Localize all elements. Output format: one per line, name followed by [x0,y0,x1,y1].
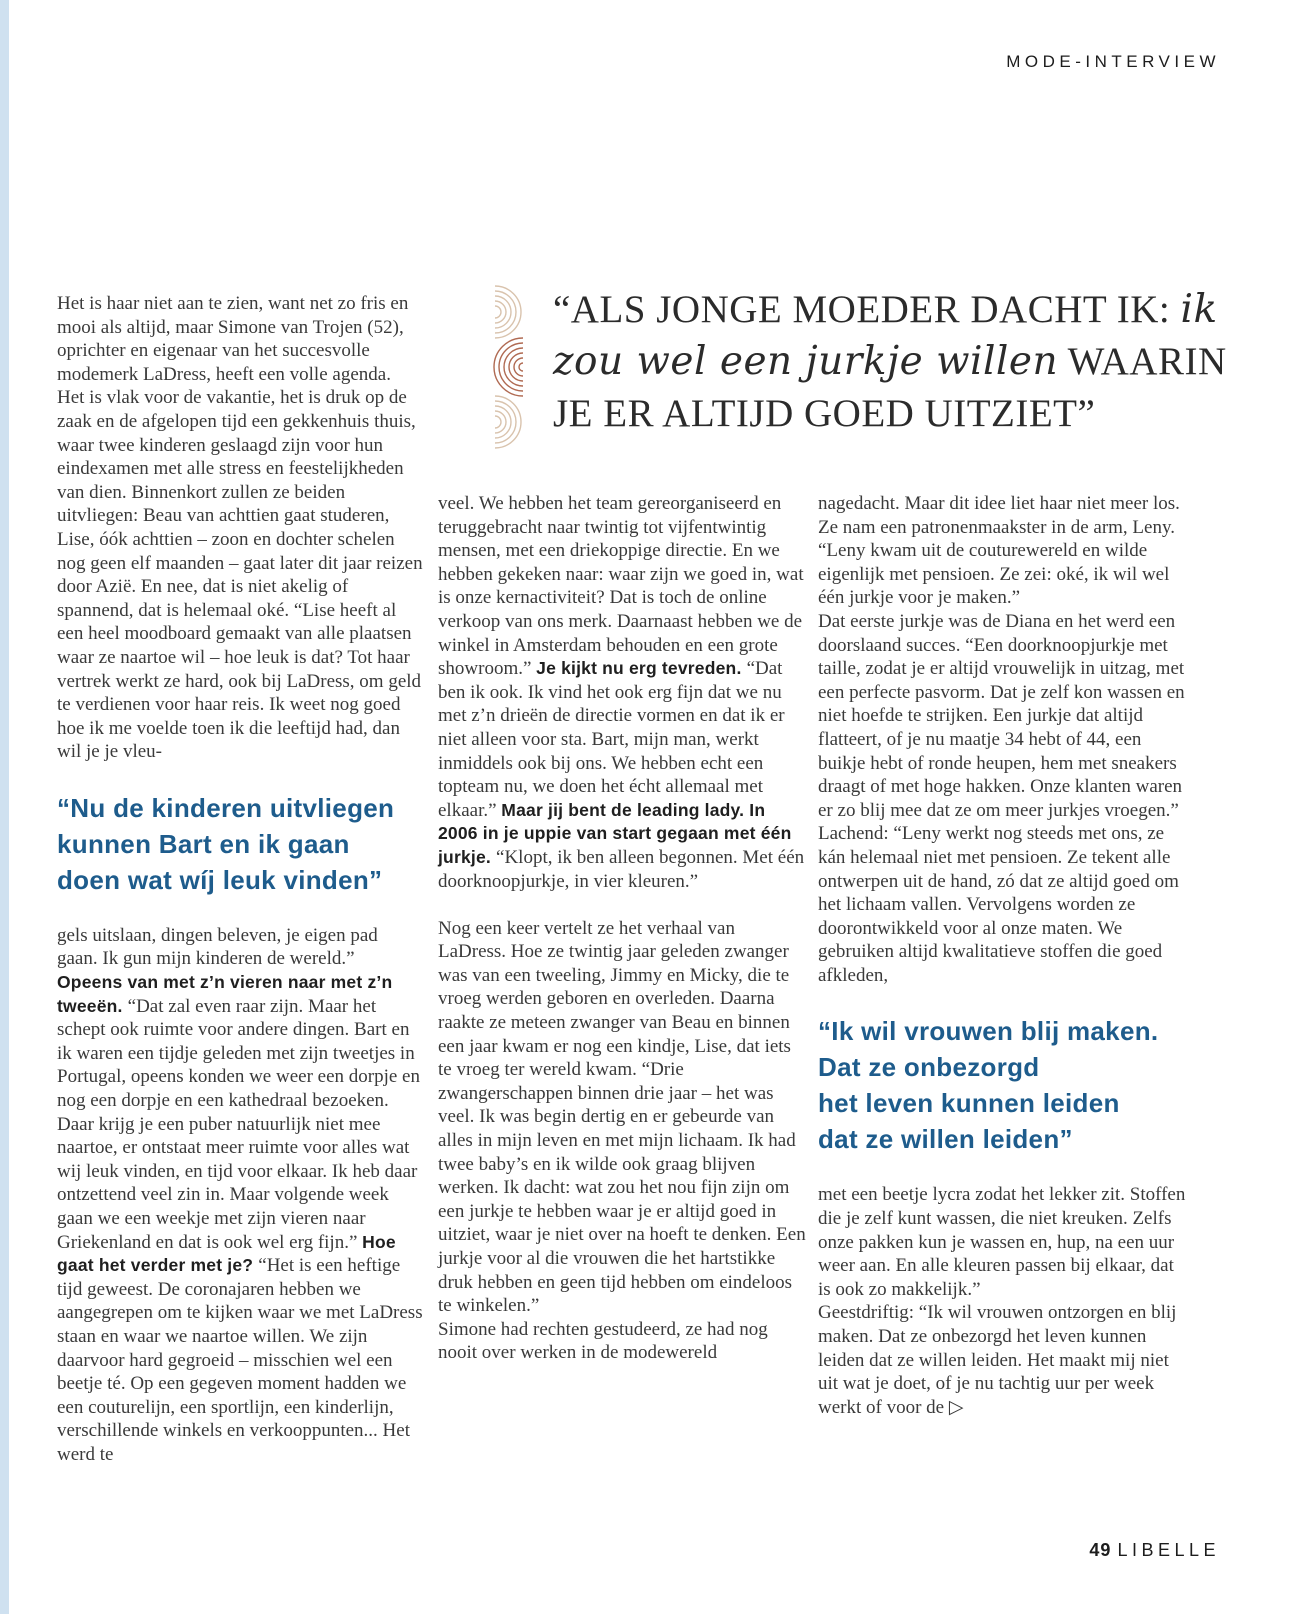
display-quote-line: JE ER ALTIJD GOED UITZIET” [553,392,1096,435]
article-column-right [818,492,1190,1419]
body-text: “Het is een heftige tijd geweest. De coronajaren hebben we aangegrepen om te kijken waar we met LaDress staan en waar we naartoe willen. We zijn daarvoor hard gegroeid – misschien wel een beetje té. Op een gegeven moment hadden we een couturelijn, een sportlijn, een kinderlijn, verschillende winkels en verkooppunten... Het werd te [57,1255,423,1465]
body-text: Simone had rechten gestudeerd, ze had nog nooit over werken in de modewereld [438,1318,768,1364]
blue-pull-quote [818,1013,1190,1157]
body-paragraph [818,610,1190,822]
body-text: Nog een keer vertelt ze het verhaal van LaDress. Hoe ze twintig jaar geleden zwanger was van een tweeling, Jimmy en Micky, die te vroeg werden geboren en overleden. Daarna raakte ze meteen zwanger van Beau en binnen een jaar kwam er nog een kindje, Lise, dat iets te vroeg ter wereld kwam. “Drie zwangerschappen binnen drie jaar – het was veel. Ik was begin dertig en er gebeurde van alles in mijn leven en met mijn lichaam. Ik had twee baby’s en ik wilde ook graag blijven werken. Ik dacht: wat zou het nou fijn zijn om een jurkje te hebben waar je er altijd goed in uitziet, waar je niet over na hoeft te denken. Een jurkje voor al die vrouwen die het hartstikke druk hebben en geen tijd hebben om eindeloos te winkelen.” [438,917,806,1317]
body-paragraph [438,1318,806,1365]
display-quote-text [553,276,1227,440]
body-text: ▷ [948,1396,964,1418]
body-paragraph [57,924,423,1467]
body-paragraph [818,492,1190,610]
display-quote-line: zou wel een jurkje willen WAARIN [553,339,1227,384]
pull-quote-line: “Ik wil vrouwen blij maken. [818,1016,1159,1047]
page-edge-strip [0,0,9,1614]
body-text: met een beetje lycra zodat het lekker zit. Stoffen die je zelf kunt wassen, die niet kreuken. Zelfs onze pakken kun je wassen en, hup, na een uur weer aan. En alle kleuren passen bij elkaar, dat is ook zo makkelijk.” [818,1184,1186,1300]
page-footer [1089,1540,1220,1561]
body-text: Het is haar niet aan te zien, want net zo fris en mooi als altijd, maar Simone van Trojen (52), oprichter en eigenaar van het succesvolle modemerk LaDress, heeft een volle agenda. Het is vlak voor de vakantie, het is druk op de zaak en de afgelopen tijd een gekkenhuis thuis, waar twee kinderen geslaagd zijn voor hun eindexamen met alle stress en feestelijkheden van dien. Binnenkort zullen ze beiden uitvliegen: Beau van achttien gaat studeren, Lise, óók achttien – zoon en dochter schelen nog geen elf maanden – gaat later dit jaar reizen door Azië. En nee, dat is niet akelig of spannend, dat is helemaal oké. “Lise heeft al een heel moodboard gemaakt van alle plaatsen waar ze naartoe wil – hoe leuk is dat? Tot haar vertrek werkt ze hard, ook bij LaDress, om geld te verdienen voor haar reis. Ik weet nog goed hoe ik me voelde toen ik die leeftijd had, dan wil je je vleu- [57,293,423,763]
paragraph-gap [438,893,806,917]
body-paragraph [818,822,1190,987]
body-paragraph [818,1183,1190,1301]
magazine-name: LIBELLE [1117,1540,1220,1560]
body-paragraph [438,492,806,893]
body-text: gels uitslaan, dingen beleven, je eigen pad gaan. Ik gun mijn kinderen de wereld.” [57,924,378,970]
pull-quote-line: “Nu de kinderen uitvliegen [57,792,395,823]
page-number: 49 [1089,1540,1112,1560]
body-text: Lachend: “Leny werkt nog steeds met ons, ze kán helemaal niet met pensioen. Ze tekent alle ontwerpen uit de hand, zó dat ze altijd goed om het lichaam vallen. Vervolgens worden ze doorontwikkeld voor al onze maten. We gebruiken altijd kwalitatieve stoffen die goed afkleden, [818,823,1179,986]
body-paragraph [57,292,423,764]
interview-question: Opeens van met z’n vieren naar met z’n tweeën. [57,972,393,1016]
pull-quote-line: dat ze willen leiden” [818,1124,1073,1155]
interview-question: Maar jij bent de leading lady. In 2006 in je uppie van start gegaan met één jurkje. [438,799,792,867]
body-paragraph [818,1301,1190,1419]
article-column-middle [438,492,806,1365]
body-text: “Dat ben ik ook. Ik vind het ook erg fijn dat we nu met z’n drieën de directie vormen en dat ik er niet alleen voor sta. Bart, mijn man, werkt inmiddels ook bij ons. We hebben echt een topteam nu, we doen het écht allemaal met elkaar.” [438,658,785,821]
section-kicker: MODE-INTERVIEW [1006,52,1220,71]
body-text: Dat eerste jurkje was de Diana en het werd een doorslaand succes. “Een doorknoopjurkje met taille, zodat je er altijd vrouwelijk in uitzag, met een perfecte pasvorm. Dat je zelf kon wassen en niet hoefde te strijken. Een jurkje dat altijd flatteert, of je nu maatje 34 hebt of 44, een buikje hebt of ronde heupen, hem met sneakers draagt of met hoge hakken. Onze klanten waren er zo blij mee dat ze om meer jurkjes vroegen.” [818,610,1185,821]
pull-quote-line: doen wat wíj leuk vinden” [57,864,383,895]
body-text: Geestdriftig: “Ik wil vrouwen ontzorgen en blij maken. Dat ze onbezorgd het leven kunnen leiden dat ze willen leiden. Het maakt mij niet uit wat je doet, of je nu tachtig uur per week werkt of voor de [818,1302,1177,1418]
article-column-left [57,292,423,1467]
interview-question: Hoe gaat het verder met je? [57,1231,396,1276]
body-text: “Dat zal even raar zijn. Maar het schept ook ruimte voor andere dingen. Bart en ik waren een tijdje geleden met zijn tweetjes in Portugal, opeens konden we weer een dorpje en nog een dorpje en een kathedraal bezoeken. Daar krijg je een puber natuurlijk niet mee naartoe, er ontstaat meer ruimte voor alles wat wij leuk vinden, en tijd voor elkaar. Ik heb daar ontzettend veel zin in. Maar volgende week gaan we een weekje met zijn vieren naar Griekenland en dat is ook wel erg fijn.” [57,995,420,1253]
body-text: “Klopt, ik ben alleen begonnen. Met één doorknoopjurkje, in vier kleuren.” [438,846,805,892]
quote-arcs-icon [481,282,537,452]
blue-pull-quote [57,790,423,898]
body-text: nagedacht. Maar dit idee liet haar niet meer los. Ze nam een patronenmaakster in de arm, Leny. “Leny kwam uit de couturewereld en wilde eigenlijk met pensioen. Ze zei: oké, ik wil wel één jurkje voor je maken.” [818,493,1180,609]
body-text: veel. We hebben het team gereorganiseerd en teruggebracht naar twintig tot vijfentwintig mensen, met een driekoppige directie. En we hebben gekeken naar: waar zijn we goed in, wat is onze kernactiviteit? Dat is toch de online verkoop van ons merk. Daarnaast hebben we de winkel in Amsterdam behouden en een grote showroom.” [438,493,804,680]
interview-question: Je kijkt nu erg tevreden. [536,658,747,679]
pull-quote-line: Dat ze onbezorgd [818,1052,1040,1083]
display-quote [481,276,1227,452]
pull-quote-line: het leven kunnen leiden [818,1088,1120,1119]
display-quote-line: “ALS JONGE MOEDER DACHT IK: ik [553,287,1218,332]
pull-quote-line: kunnen Bart en ik gaan [57,828,350,859]
body-paragraph [438,917,806,1318]
